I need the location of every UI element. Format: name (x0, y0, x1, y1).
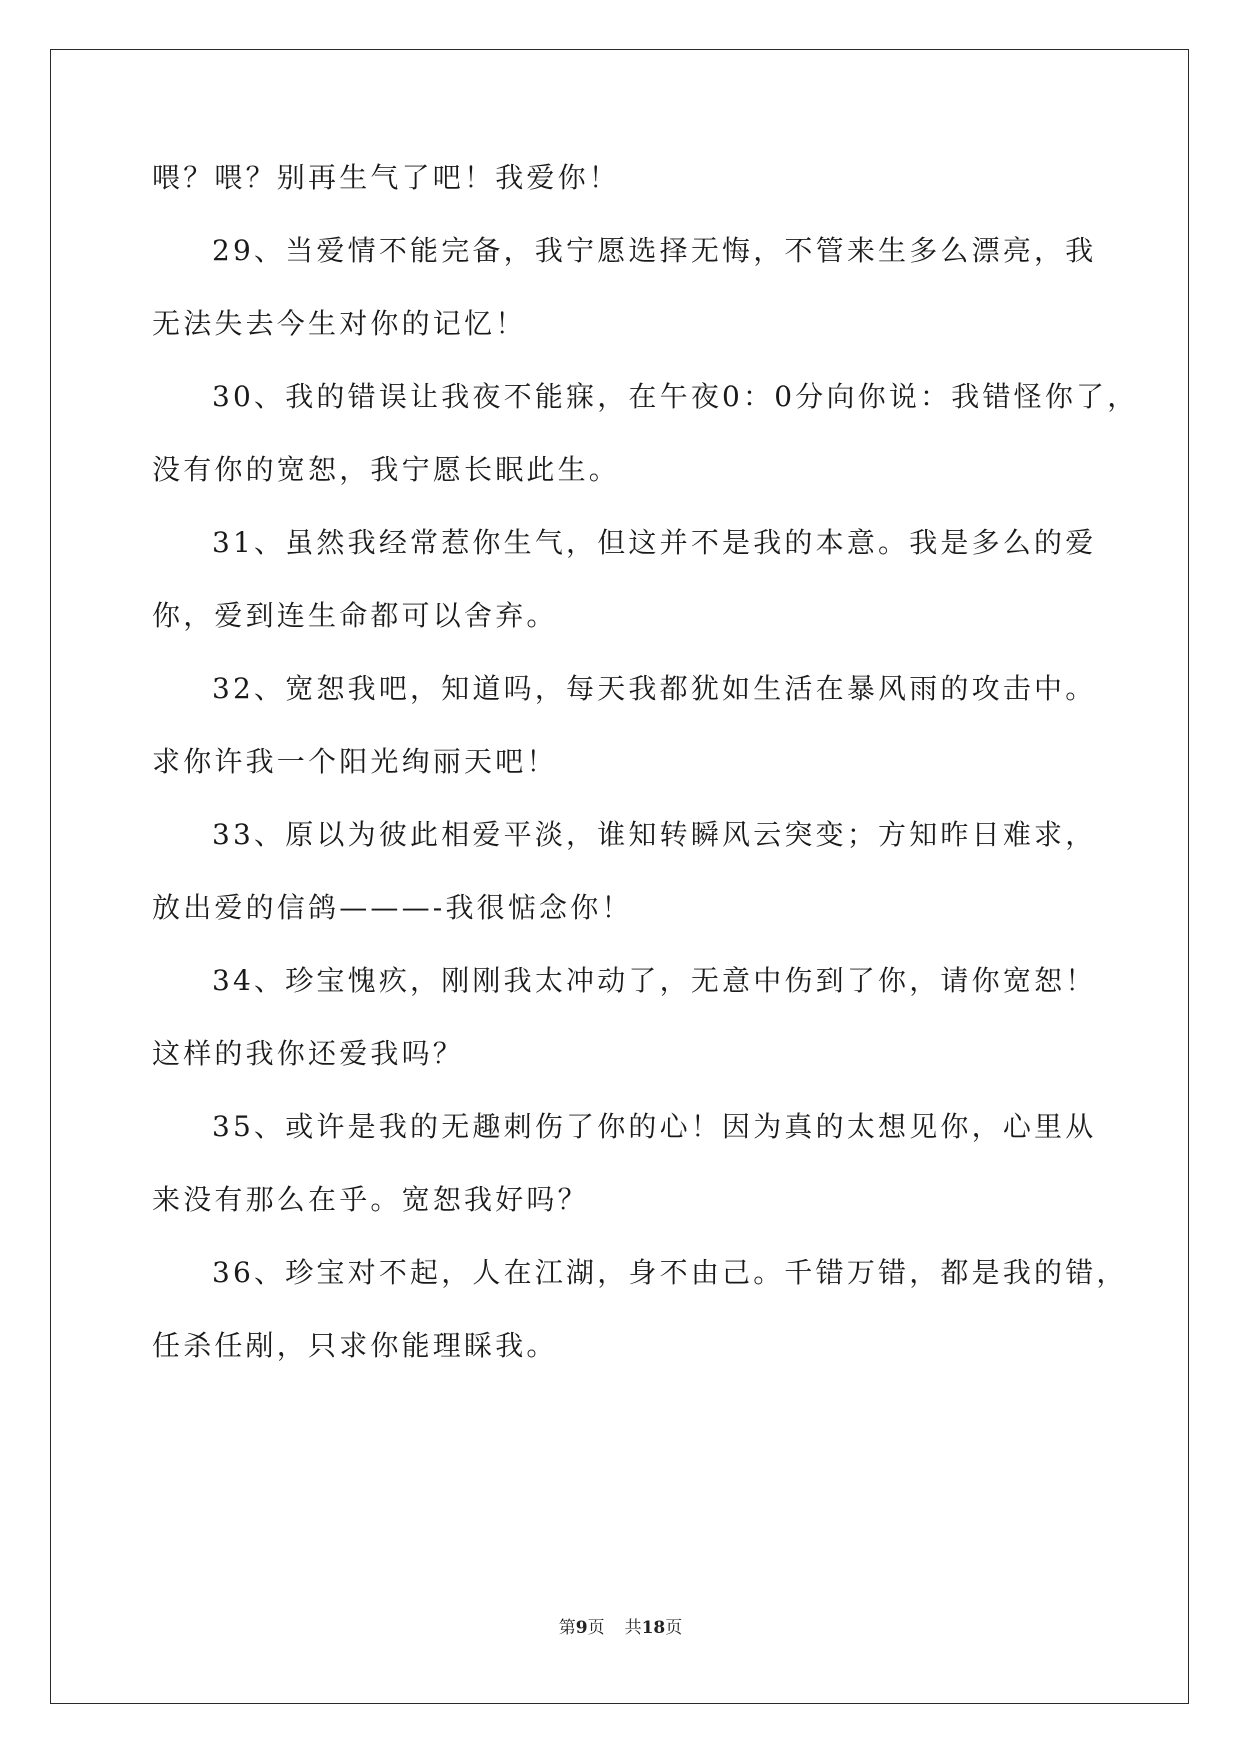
paragraph-32-line-1: 32、宽恕我吧，知道吗，每天我都犹如生活在暴风雨的攻击中。 (212, 672, 1097, 705)
paragraph-29-line-1: 29、当爱情不能完备，我宁愿选择无悔，不管来生多么漂亮，我 (212, 234, 1097, 267)
paragraph-33-line-1: 33、原以为彼此相爱平淡，谁知转瞬风云突变；方知昨日难求， (212, 818, 1097, 851)
paragraph-29-line-2: 无法失去今生对你的记忆！ (152, 307, 527, 340)
page-footer (0, 1613, 1241, 1638)
total-suffix: 页 (665, 1618, 683, 1638)
paragraph-34-line-1: 34、珍宝愧疚，刚刚我太冲动了，无意中伤到了你，请你宽恕！ (212, 964, 1097, 997)
paragraph-36-line-1: 36、珍宝对不起，人在江湖，身不由己。千错万错，都是我的错， (212, 1256, 1128, 1289)
paragraph-34-line-2: 这样的我你还爱我吗？ (152, 1037, 465, 1070)
page-number: 9 (575, 1618, 588, 1638)
total-pages: 18 (641, 1618, 666, 1638)
paragraph-35-line-2: 来没有那么在乎。宽恕我好吗？ (152, 1183, 589, 1216)
paragraph-32-line-2: 求你许我一个阳光绚丽天吧！ (152, 745, 558, 778)
page-border (50, 49, 1189, 1704)
paragraph-31-line-1: 31、虽然我经常惹你生气，但这并不是我的本意。我是多么的爱 (212, 526, 1097, 559)
paragraph-31-line-2: 你，爱到连生命都可以舍弃。 (152, 599, 558, 632)
paragraph-30-line-2: 没有你的宽恕，我宁愿长眠此生。 (152, 453, 621, 486)
page-prefix: 第 (558, 1618, 576, 1638)
paragraph-35-line-1: 35、或许是我的无趣刺伤了你的心！因为真的太想见你，心里从 (212, 1110, 1097, 1143)
text-line: 喂？喂？别再生气了吧！我爱你！ (152, 161, 621, 194)
paragraph-33-line-2: 放出爱的信鸽———-我很惦念你！ (152, 891, 633, 924)
paragraph-36-line-2: 任杀任剐，只求你能理睬我。 (152, 1329, 558, 1362)
page-suffix: 页 (587, 1618, 605, 1638)
paragraph-30-line-1: 30、我的错误让我夜不能寐，在午夜0：0分向你说：我错怪你了， (212, 380, 1139, 413)
total-prefix: 共 (624, 1618, 642, 1638)
